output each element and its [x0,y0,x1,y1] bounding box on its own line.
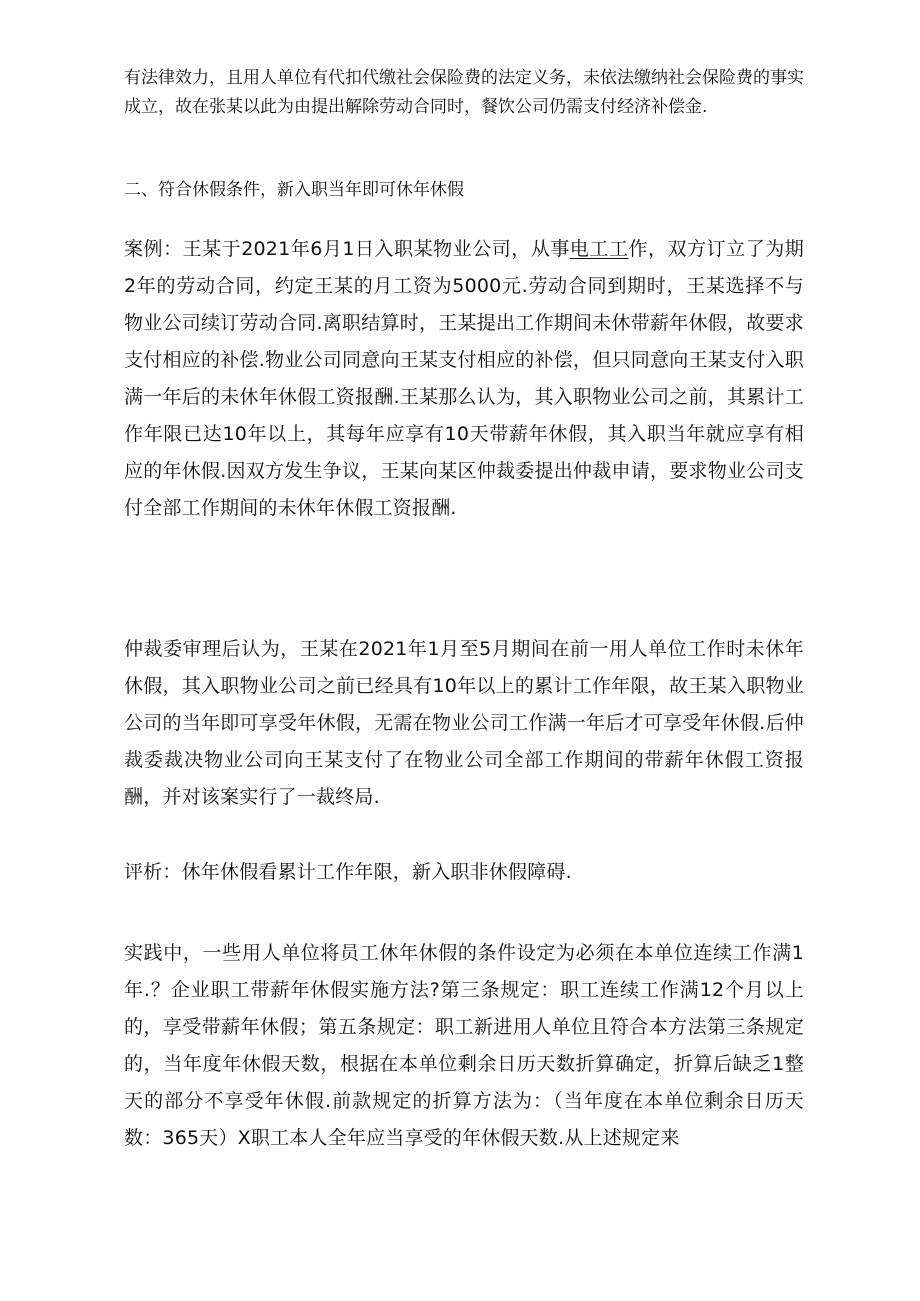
paragraph-arbitration: 仲裁委审理后认为，王某在2021年1月至5月期间在前一用人单位工作时未休年休假，其入职物业公司之前已经具有10年以上的累计工作年限，故王某入职物业公司的当年即可享受年休假，无需在物业公司工作满一年后才可享受年休假.后仲裁委裁决物业公司向王某支付了在物业公司全部工作期间的带薪年休假工资报酬，并对该案实行了一裁终局. [124,638,804,808]
paragraph-intro: 有法律效力，且用人单位有代扣代缴社会保险费的法定义务，未依法缴纳社会保险费的事实成立，故在张某以此为由提出解除劳动合同时，餐饮公司仍需支付经济补偿金. [124,68,804,117]
case-underlined-text: 电工工 [569,238,629,260]
case-text-after: 作，双方订立了为期2年的劳动合同，约定王某的月工资为5000元.劳动合同到期时，王某选择不与物业公司续订劳动合同.离职结算时，王某提出工作期间未休带薪年休假，故要求支付相应的补偿.物业公司同意向王某支付相应的补偿，但只同意向王某支付入职满一年后的未休年休假工资报酬.王某那么认为，其入职物业公司之前，其累计工作年限已达10年以上，其每年应享有10天带薪年休假，其入职当年就应享有相应的年休假.因双方发生争议，王某向某区仲裁委提出仲裁申请，要求物业公司支付全部工作期间的未休年休假工资报酬. [124,238,804,519]
paragraph-practice: 实践中，一些用人单位将员工休年休假的条件设定为必须在本单位连续工作满1年.？企业职工带薪年休假实施方法?第三条规定：职工连续工作满12个月以上的，享受带薪年休假；第五条规定：职工新进用人单位且符合本方法第三条规定的，当年度年休假天数，根据在本单位剩余日历天数折算确定，折算后缺乏1整天的部分不享受年休假.前款规定的折算方法为：（当年度在本单位剩余日历天数：365天）X职工本人全年应当享受的年休假天数.从上述规定来 [124,942,804,1149]
paragraph-evaluation: 评析：休年休假看累计工作年限，新入职非休假障碍. [124,861,572,883]
section-heading-2: 二、符合休假条件，新入职当年即可休年休假 [124,180,464,200]
paragraph-case [124,231,804,527]
case-text-before: 案例：王某于2021年6月1日入职某物业公司，从事 [124,238,570,260]
